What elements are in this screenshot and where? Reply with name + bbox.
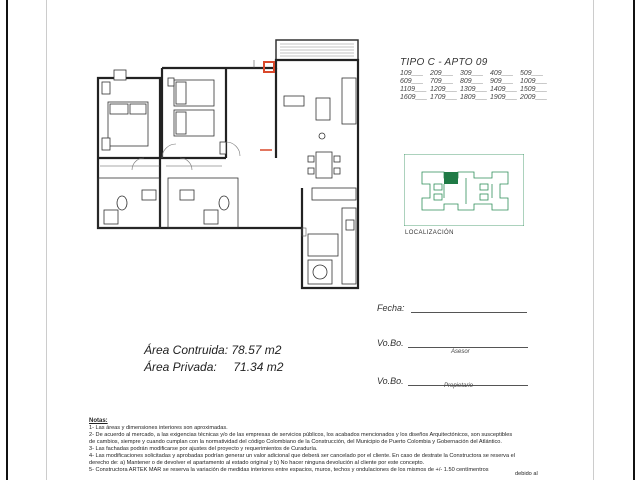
note-trailing: debido al <box>515 471 538 477</box>
fecha-line <box>411 312 527 313</box>
vobo-asesor-label: Vo.Bo. <box>377 338 404 348</box>
note-line: 3- Las fachadas podrán modificarse por ajustes del proyecto y requerimientos de Curaduría. <box>89 446 318 452</box>
apartment-number: 1309___ <box>460 86 488 93</box>
right-frame-edge <box>633 0 635 480</box>
plan-title: TIPO C - APTO 09 <box>400 57 488 68</box>
apartment-number: 209___ <box>430 70 454 77</box>
apartment-number: 909___ <box>490 78 514 85</box>
apartment-number-list <box>400 70 550 101</box>
apartment-number: 609___ <box>400 78 424 85</box>
apartment-number: 1609___ <box>400 94 428 101</box>
apartment-number: 1909___ <box>490 94 518 101</box>
apartment-number: 109___ <box>400 70 424 77</box>
asesor-caption: Asesor <box>451 349 470 355</box>
apartment-number: 1709___ <box>430 94 458 101</box>
note-line: de cambios, siempre y cuando cumplan con la normatividad del código Colombiano de la Construcción, del Municipio de Puerto Colombia y Gobernación del Atlántico. <box>89 439 502 445</box>
area-construida: Área Contruida: 78.57 m2 <box>144 343 282 357</box>
apartment-number: 409___ <box>490 70 514 77</box>
asesor-line <box>408 347 528 348</box>
left-frame-edge <box>6 0 8 480</box>
sofa <box>342 78 356 124</box>
note-line: 2- De acuerdo al mercado, a las exigencias técnicas y/o de las empresas de servicios públicos, los acabados mencionados y los diseños Arquitectónicos, son susceptibles <box>89 432 513 438</box>
note-line: derecho de: a) Mantener o de devolver el apartamento al estado original y b) No hacer ninguna devolución al cliente por este concepto. <box>89 460 425 466</box>
apartment-number: 509___ <box>520 70 544 77</box>
notes-block <box>89 418 559 477</box>
apartment-number: 1809___ <box>460 94 488 101</box>
apartment-number: 1209___ <box>430 86 458 93</box>
notes-title: Notas: <box>89 418 108 424</box>
vobo-propietario-label: Vo.Bo. <box>377 376 404 386</box>
apartment-number: 1009___ <box>520 78 548 85</box>
floor-plan-drawing <box>84 38 374 294</box>
apartment-number: 309___ <box>460 70 484 77</box>
apartment-number: 1409___ <box>490 86 518 93</box>
location-map <box>404 154 524 226</box>
dining-table <box>316 152 332 178</box>
apartment-number: 2009___ <box>520 94 548 101</box>
propietario-caption: Propietario <box>444 383 474 389</box>
unit-highlight <box>444 172 458 184</box>
fecha-label: Fecha: <box>377 303 405 313</box>
note-line: 4- Las modificaciones solicitadas y aprobadas podrían generar un valor adicional que deberá ser cancelado por el cliente. En caso de destrate la Constructora se reserva el <box>89 453 515 459</box>
note-line: 5- Constructora ARTEK MAR se reserva la variación de medidas interiores entre espacios, muros, techos y ondulaciones de los mismos de +/- 1.50 centímentros <box>89 467 489 473</box>
apartment-number: 1509___ <box>520 86 548 93</box>
apartment-number: 709___ <box>430 78 454 85</box>
note-line: 1- Las áreas y dimensiones interiores son aproximadas. <box>89 425 228 431</box>
location-label: LOCALIZACIÓN <box>405 230 454 236</box>
area-privada: Área Privada: 71.34 m2 <box>144 360 284 374</box>
apartment-number: 1109___ <box>400 86 427 93</box>
apartment-number: 809___ <box>460 78 484 85</box>
